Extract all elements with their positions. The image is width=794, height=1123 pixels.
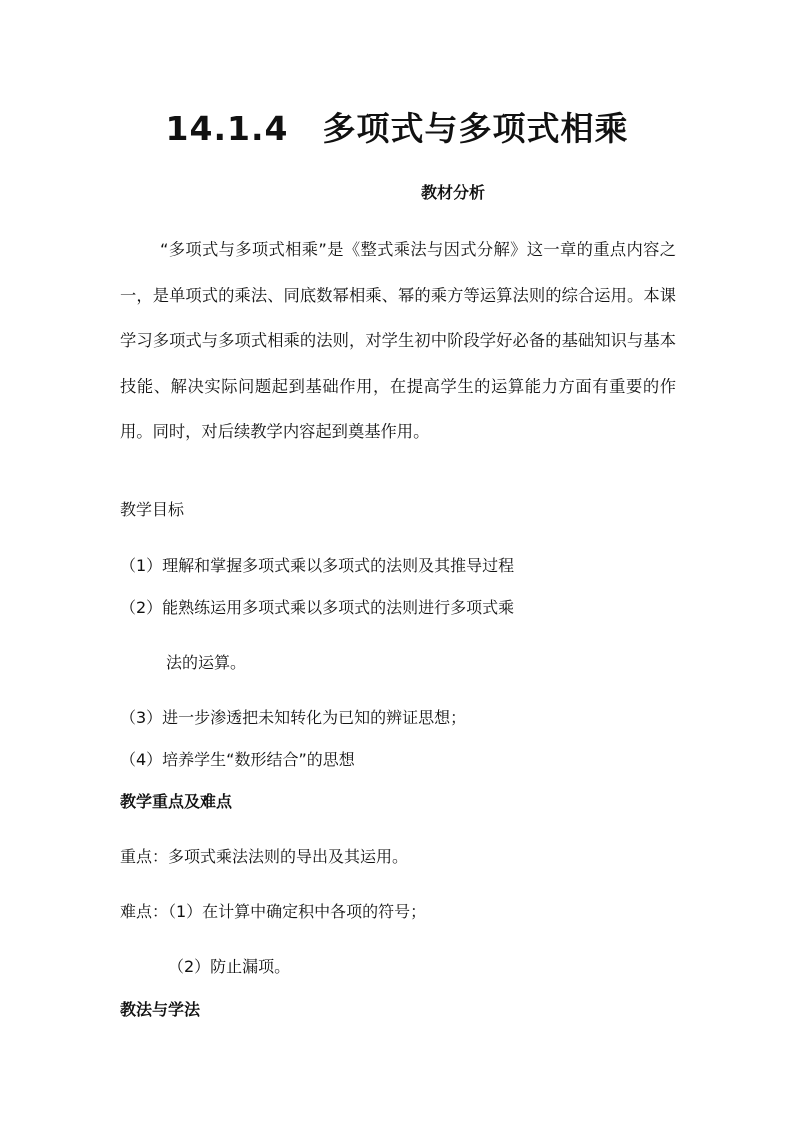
goal-item-2-continued: 法的运算。 (166, 653, 247, 672)
goal-item-3: （3）进一步渗透把未知转化为已知的辨证思想； (120, 708, 467, 727)
goal-item-2: （2）能熟练运用多项式乘以多项式的法则进行多项式乘 (120, 598, 515, 617)
key-difficulty-heading: 教学重点及难点 (120, 792, 233, 811)
difficulty-item-2: （2）防止漏项。 (168, 957, 291, 976)
analysis-paragraph: “多项式与多项式相乘”是《整式乘法与因式分解》这一章的重点内容之一，是单项式的乘法、同底数幂相乘、幂的乘方等运算法则的综合运用。本课学习多项式与多项式相乘的法则，对学生初中阶段学好必备的基础知识与基本技能、解决实际问题起到基础作用，在提高学生的运算能力方面有重要的作用。同时，对后续教学内容起到奠基作用。 (120, 240, 676, 441)
key-point: 重点：多项式乘法法则的导出及其运用。 (120, 847, 409, 866)
goal-item-4: （4）培养学生“数形结合”的思想 (120, 750, 355, 769)
title-number: 14.1.4 (165, 109, 289, 148)
goals-heading: 教学目标 (120, 500, 185, 519)
methods-heading: 教法与学法 (120, 1000, 201, 1019)
section-heading-analysis: 教材分析 (421, 183, 486, 202)
difficulty-item-1: 难点：（1）在计算中确定积中各项的符号； (120, 902, 427, 921)
title-text: 多项式与多项式相乘 (322, 109, 629, 148)
page-title (0, 104, 794, 154)
goal-item-1: （1）理解和掌握多项式乘以多项式的法则及其推导过程 (120, 556, 515, 575)
